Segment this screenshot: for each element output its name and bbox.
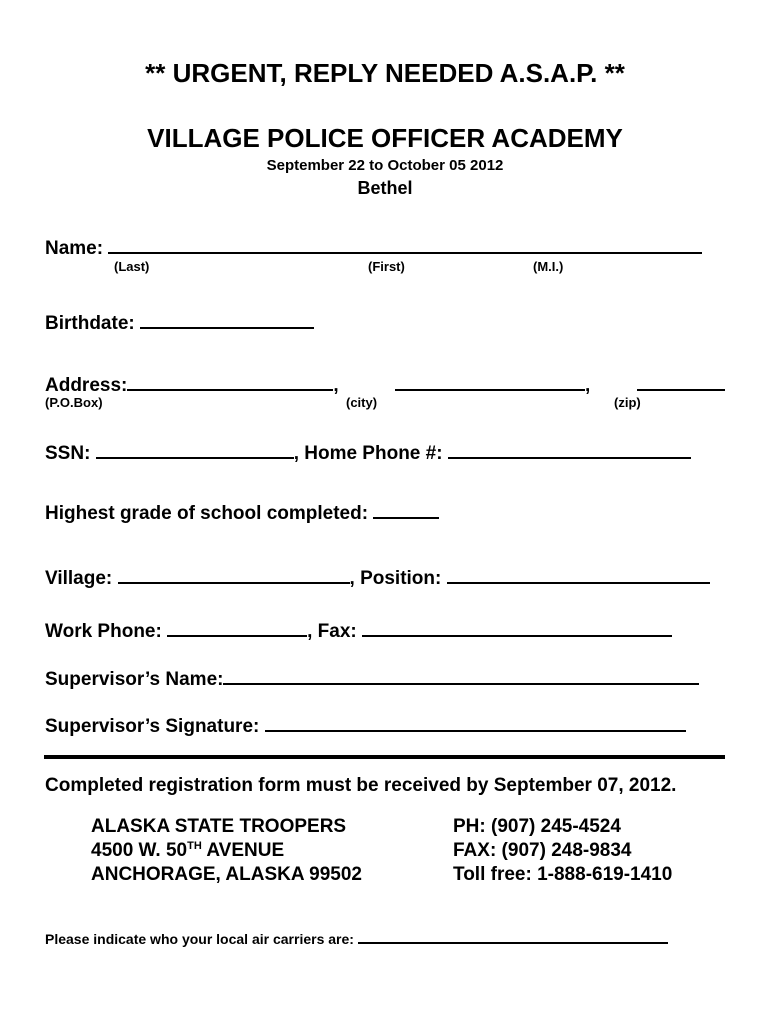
fax-label: , Fax: <box>307 621 357 642</box>
agency-street <box>91 840 284 862</box>
agency-tollfree: Toll free: 1-888-619-1410 <box>453 864 673 885</box>
home-phone-label: , Home Phone #: <box>293 443 443 464</box>
page-title: VILLAGE POLICE OFFICER ACADEMY <box>147 123 623 153</box>
agency-city: ANCHORAGE, ALASKA 99502 <box>91 864 362 885</box>
work-phone-label: Work Phone: <box>45 621 162 642</box>
address-city-caption: (city) <box>346 395 378 410</box>
grade-label: Highest grade of school completed: <box>45 503 369 524</box>
agency-phone: PH: (907) 245-4524 <box>453 816 621 837</box>
work-phone-field[interactable] <box>167 619 307 637</box>
academy-dates: September 22 to October 05 2012 <box>266 157 504 174</box>
grade-field[interactable] <box>373 501 439 519</box>
name-first-caption: (First) <box>368 259 405 274</box>
address-label: Address: <box>45 375 128 396</box>
home-phone-field[interactable] <box>448 441 691 459</box>
fax-field[interactable] <box>362 619 672 637</box>
urgent-heading: ** URGENT, REPLY NEEDED A.S.A.P. ** <box>145 58 625 88</box>
birthdate-label: Birthdate: <box>45 313 135 334</box>
village-field[interactable] <box>118 566 350 584</box>
name-field[interactable] <box>108 236 702 254</box>
air-carriers-label: Please indicate who your local air carriers are: <box>45 931 354 947</box>
agency-street-number: 4500 W. 50 <box>91 840 188 861</box>
agency-street-suffix: TH <box>187 840 202 852</box>
position-label: , Position: <box>349 568 442 589</box>
supervisor-signature-field[interactable] <box>265 714 686 732</box>
supervisor-name-field[interactable] <box>223 667 699 685</box>
name-mi-caption: (M.I.) <box>533 259 564 274</box>
agency-fax: FAX: (907) 248-9834 <box>453 840 632 861</box>
ssn-field[interactable] <box>96 441 294 459</box>
deadline-notice: Completed registration form must be received by September 07, 2012. <box>45 775 677 796</box>
birthdate-field[interactable] <box>140 311 314 329</box>
name-label: Name: <box>45 238 104 259</box>
section-divider <box>44 755 725 759</box>
supervisor-signature-label: Supervisor’s Signature: <box>45 716 260 737</box>
supervisor-name-label: Supervisor’s Name: <box>45 669 224 690</box>
agency-street-name: AVENUE <box>201 840 285 861</box>
air-carriers-field[interactable] <box>358 930 668 944</box>
address-city-field[interactable] <box>395 373 585 391</box>
position-field[interactable] <box>447 566 710 584</box>
address-pobox-field[interactable] <box>127 373 333 391</box>
village-label: Village: <box>45 568 113 589</box>
ssn-label: SSN: <box>45 443 91 464</box>
name-last-caption: (Last) <box>114 259 150 274</box>
agency-name: ALASKA STATE TROOPERS <box>91 816 347 837</box>
address-zip-caption: (zip) <box>614 395 641 410</box>
academy-location: Bethel <box>357 178 413 198</box>
address-pobox-caption: (P.O.Box) <box>45 395 103 410</box>
address-zip-field[interactable] <box>637 373 725 391</box>
